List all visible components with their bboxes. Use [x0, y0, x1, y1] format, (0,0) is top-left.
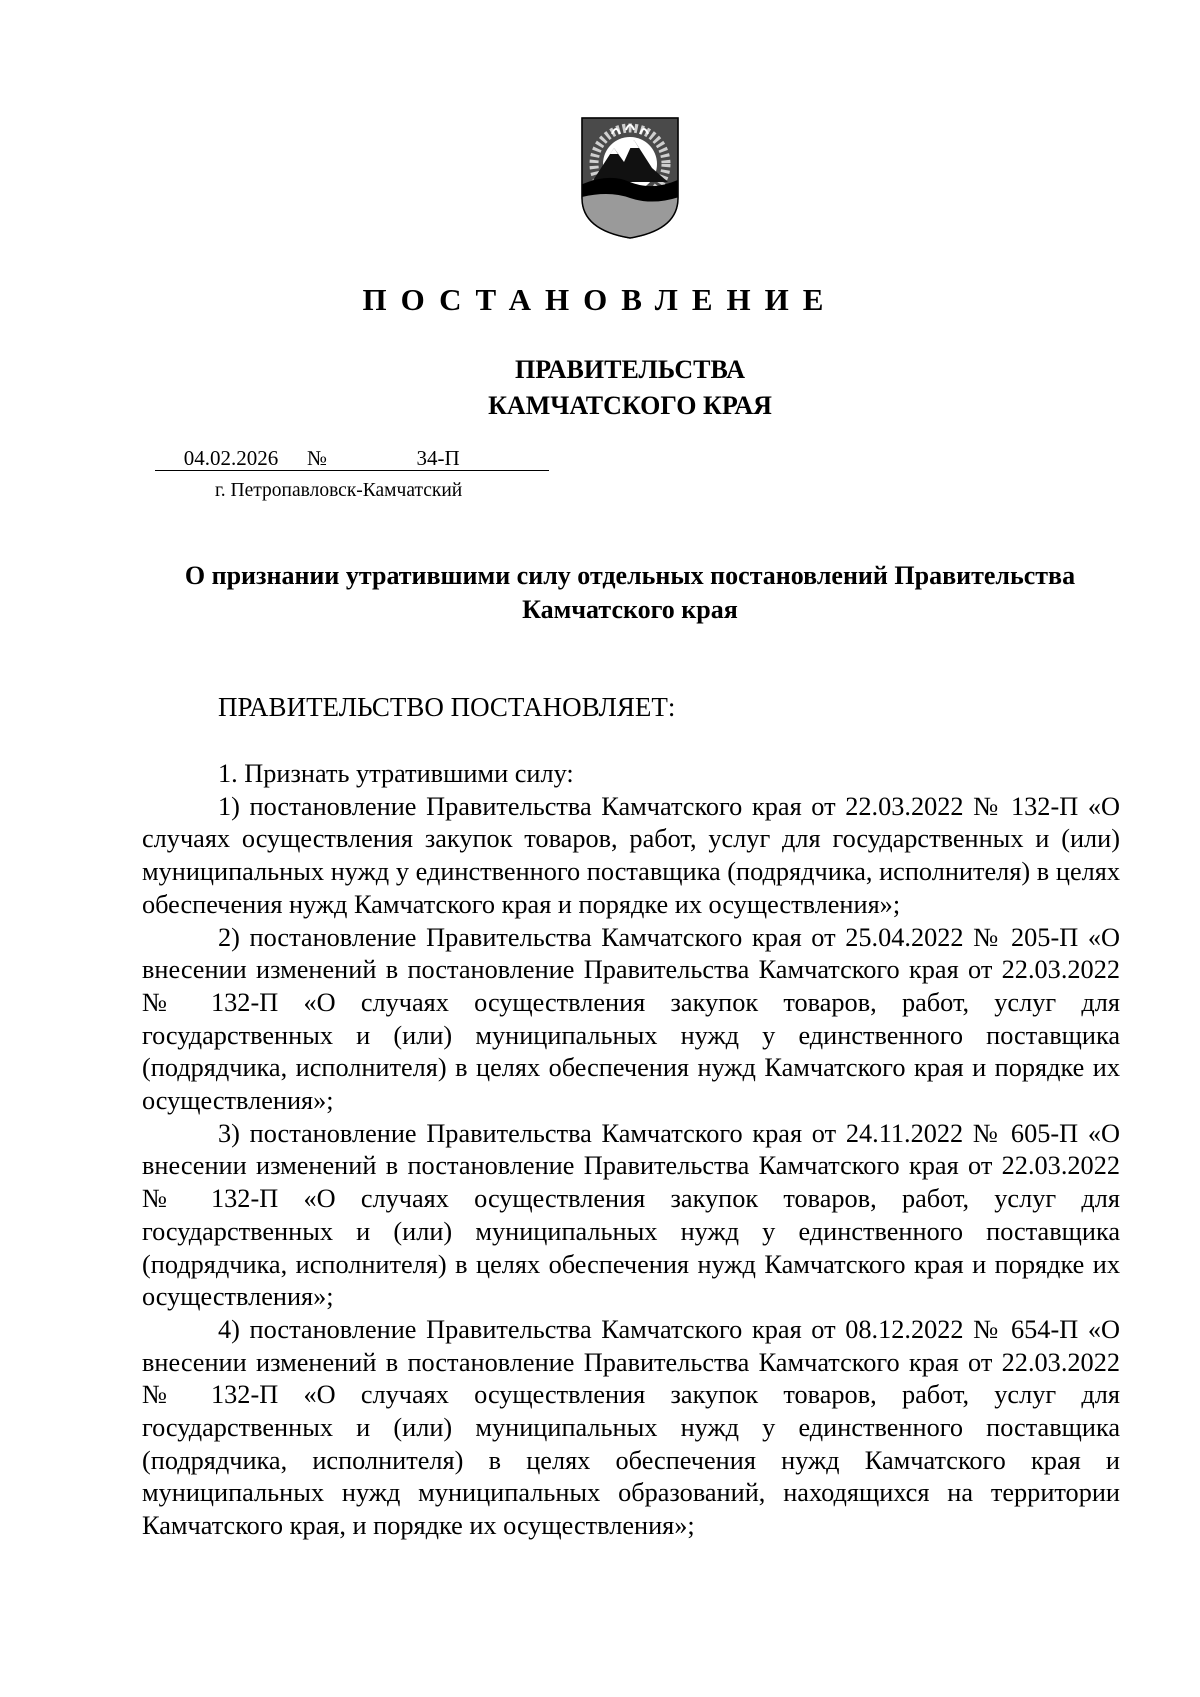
body-paragraph: 2) постановление Правительства Камчатского края от 25.04.2022 № 205-П «О внесении изменений в постановление Правительства Камчатского края от 22.03.2022 № 132-П «О случаях осуществления закупок товаров, работ, услуг для государственных и (или) муниципальных нужд у единственного поставщика (подрядчика, исполнителя) в целях обеспечения нужд Камчатского края и порядке их осуществления»; [142, 922, 1120, 1116]
document-number: 34-П [327, 446, 549, 471]
document-body [142, 758, 1120, 1543]
body-paragraph: 3) постановление Правительства Камчатского края от 24.11.2022 № 605-П «О внесении изменений в постановление Правительства Камчатского края от 22.03.2022 № 132-П «О случаях осуществления закупок товаров, работ, услуг для государственных и (или) муниципальных нужд у единственного поставщика (подрядчика, исполнителя) в целях обеспечения нужд Камчатского края и порядке их осуществления»; [142, 1118, 1120, 1312]
document-city: г. Петропавловск-Камчатский [215, 480, 463, 501]
document-type-title: ПОСТАНОВЛЕНИЕ [362, 282, 838, 317]
issuing-authority [0, 352, 1200, 424]
authority-line-1: ПРАВИТЕЛЬСТВА [515, 355, 745, 384]
date-number-row [155, 446, 549, 471]
subject-line-1: О признании утратившими силу отдельных постановлений Правительства [184, 561, 1076, 590]
document-date: 04.02.2026 [155, 446, 307, 471]
authority-line-2: КАМЧАТСКОГО КРАЯ [488, 391, 772, 420]
body-paragraph: 1) постановление Правительства Камчатского края от 22.03.2022 № 132-П «О случаях осуществления закупок товаров, работ, услуг для государственных и (или) муниципальных нужд у единственного поставщика (подрядчика, исполнителя) в целях обеспечения нужд Камчатского края и порядке их осуществления»; [142, 791, 1120, 919]
kamchatka-coat-of-arms-icon [578, 112, 682, 242]
number-sign: № [307, 446, 328, 470]
subject-line-2: Камчатского края [522, 595, 738, 624]
decree-statement: ПРАВИТЕЛЬСТВО ПОСТАНОВЛЯЕТ: [218, 692, 676, 722]
body-paragraph: 1. Признать утратившими силу: [218, 759, 574, 788]
body-paragraph: 4) постановление Правительства Камчатского края от 08.12.2022 № 654-П «О внесении изменений в постановление Правительства Камчатского края от 22.03.2022 № 132-П «О случаях осуществления закупок товаров, работ, услуг для государственных и (или) муниципальных нужд у единственного поставщика (подрядчика, исполнителя) в целях обеспечения нужд Камчатского края и муниципальных нужд муниципальных образований, находящихся на территории Камчатского края, и порядке их осуществления»; [142, 1314, 1120, 1541]
document-subject [140, 559, 1120, 627]
